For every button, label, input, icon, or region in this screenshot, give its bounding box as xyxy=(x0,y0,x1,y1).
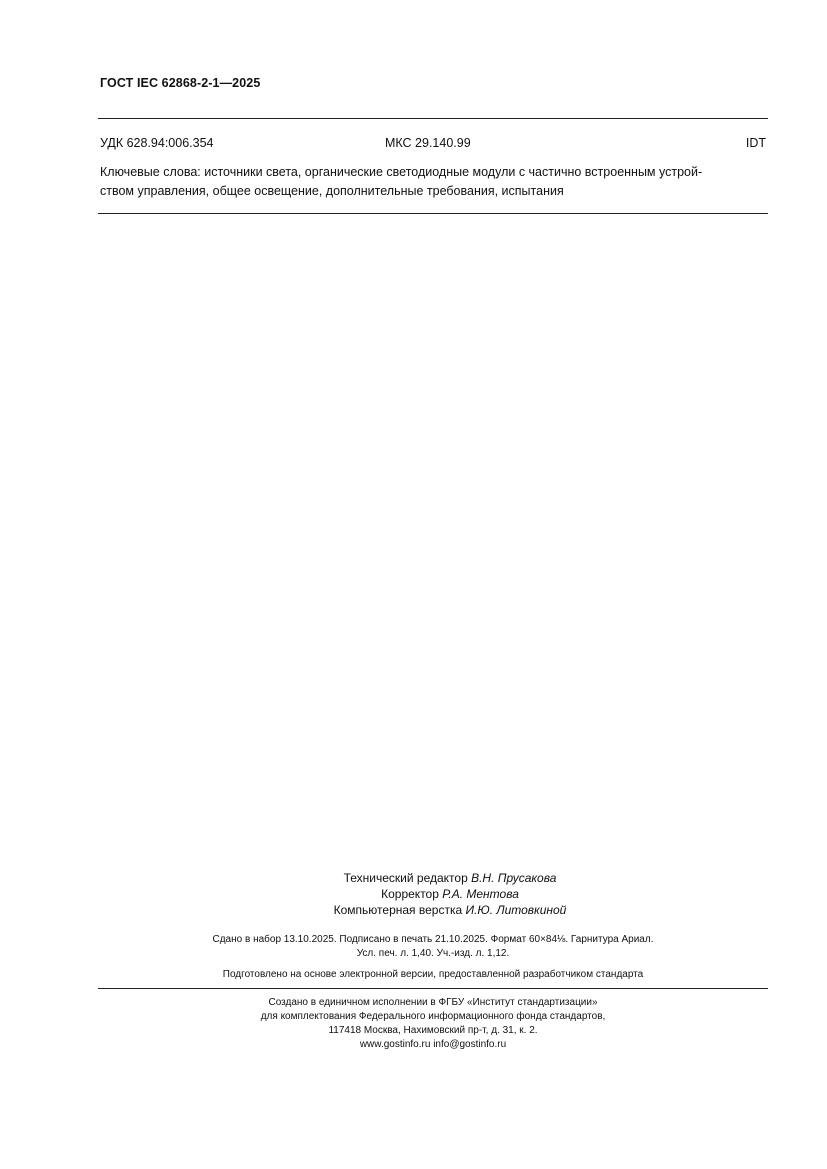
prepared-note: Подготовлено на основе электронной версии, предоставленной разработчиком стандарта xyxy=(222,969,644,980)
tech-editor-line xyxy=(290,870,610,886)
keywords-divider xyxy=(98,213,768,214)
created-info xyxy=(100,996,766,1052)
keywords-line: ством управления, общее освещение, дополнительные требования, испытания xyxy=(100,184,564,198)
mks-code: МКС 29.140.99 xyxy=(385,136,471,150)
corrector-name: Р.А. Ментова xyxy=(442,887,519,901)
tech-editor-label: Технический редактор xyxy=(343,871,472,885)
print-info-line: Сдано в набор 13.10.2025. Подписано в печать 21.10.2025. Формат 60×84⅛. Гарнитура Ариал. xyxy=(212,934,654,945)
tech-editor-name: В.Н. Прусакова xyxy=(471,871,557,885)
layout-name: И.Ю. Литовкиной xyxy=(465,903,567,917)
created-line: для комплектования Федерального информационного фонда стандартов, xyxy=(260,1011,606,1022)
bottom-divider xyxy=(98,988,768,989)
layout-label: Компьютерная верстка xyxy=(333,903,466,917)
corrector-line xyxy=(290,886,610,902)
print-info-line: Усл. печ. л. 1,40. Уч.-изд. л. 1,12. xyxy=(356,948,510,959)
created-contacts: www.gostinfo.ru info@gostinfo.ru xyxy=(359,1039,507,1050)
keywords xyxy=(100,163,768,201)
layout-line xyxy=(290,902,610,918)
print-info xyxy=(100,933,766,961)
udk-code: УДК 628.94:006.354 xyxy=(100,136,214,150)
created-line: Создано в единичном исполнении в ФГБУ «Институт стандартизации» xyxy=(268,997,598,1008)
credits-block xyxy=(290,870,610,918)
top-divider xyxy=(98,118,768,119)
created-line: 117418 Москва, Нахимовский пр-т, д. 31, к. 2. xyxy=(328,1025,538,1036)
corrector-label: Корректор xyxy=(381,887,443,901)
idt-marker: IDT xyxy=(745,136,766,150)
keywords-line: Ключевые слова: источники света, органические светодиодные модули с частично встроенным устрой- xyxy=(100,165,703,179)
document-code: ГОСТ IEC 62868-2-1—2025 xyxy=(100,76,261,90)
